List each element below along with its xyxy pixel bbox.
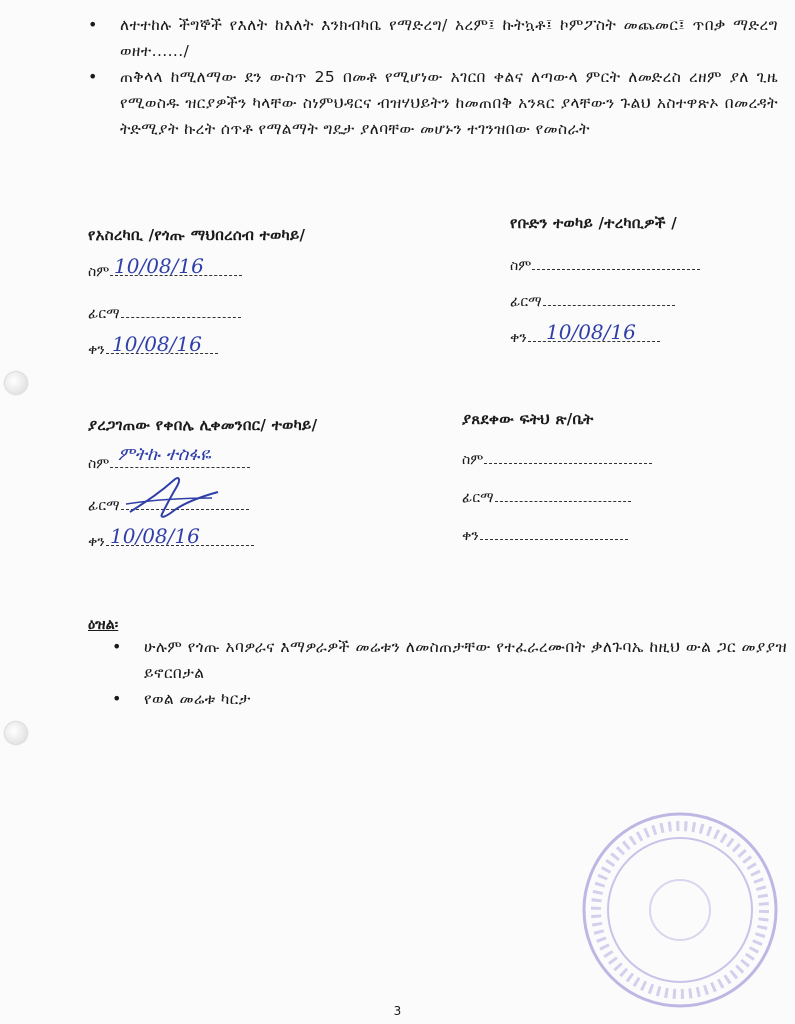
signature-scribble [122,474,222,522]
signature-row: ፊርማ [88,306,241,322]
name-row: ስም [88,456,250,472]
official-stamp-icon [578,808,783,1013]
punch-hole-icon [5,722,27,744]
annex-list [112,634,787,712]
signature-row: ፊርማ [88,498,249,514]
block-title: የአስረካቢ /የጎጡ ማህበረሰብ ተወካይ/ [88,226,306,244]
block-title: ያረጋገጠው የቀበሌ ሊቀመንበር/ ተወካይ/ [88,416,318,434]
list-item: • ጠቅላላ ከሚለማው ደን ውስጥ 25 በመቶ የሚሆነው አገርበ ቀልና ለጣውላ ምርት ለመድረስ ረዘም ያለ ጊዜ የሚወስዱ ዝርያዎችን ካላቸው ስነምህዳርና ብዝሃህይትን ከመጠበቅ አንጻር ያላቸውን ጉልህ አስተዋጽኦ በመረዳት ትድሚያት ኩረት ሰጥቶ የማልማት ግዴታ ያለባቸው መሆኑን ተገንዝበው የመስራት [88,64,778,142]
bullet-icon: • [88,15,98,34]
signature-block-kebele [88,416,318,550]
name-row: ስም [510,258,700,274]
signature-block-justice-office [462,410,594,544]
date-row: ቀን [462,528,628,544]
list-item: • የወል መሬቱ ካርታ [112,686,787,712]
name-value: ምትኩ ተስፋዬ [118,444,211,465]
list-item: • ለተተከሉ ችግኞች የእለት ከእለት እንክብካቤ የማድረግ/ አረም፤ ኩትኳቶ፤ ኮምፖስት መጨመር፤ ጥበቃ ማድረግ ወዘተ....../ [88,12,778,64]
bullet-icon: • [88,67,98,86]
block-title: የቡድን ተወካይ /ተረካቢዎች / [510,214,678,232]
bullet-icon: • [112,689,122,708]
list-item: • ሁሉም የጎጡ አባዎራና እማዎራዎች መሬቱን ለመስጠታቸው የተፈራረሙበት ቃለጉባኤ ከዚህ ውል ጋር መያያዝ ይኖርበታል [112,634,787,686]
name-row: ስም [462,452,652,468]
annex-title: ዕዝል፡ [88,617,119,633]
signature-block-handover [88,226,306,358]
page-number: 3 [393,1004,402,1018]
signature-row: ፊርማ [510,294,675,310]
punch-hole-icon [5,372,27,394]
date-row: ቀን [510,330,660,346]
date-value: 10/08/16 [110,524,200,548]
date-value: 10/08/16 [546,320,636,344]
date-value: 10/08/16 [112,332,202,356]
bullet-icon: • [112,637,122,656]
date-row: ቀን [88,534,254,550]
signature-row: ፊርማ [462,490,631,506]
name-value: 10/08/16 [114,254,204,278]
date-row: ቀን [88,342,218,358]
block-title: ያጸደቀው ፍትህ ጽ/ቤት [462,410,594,428]
top-bullet-list [88,12,778,142]
signature-block-team [510,214,678,346]
name-row: ስም [88,264,242,280]
